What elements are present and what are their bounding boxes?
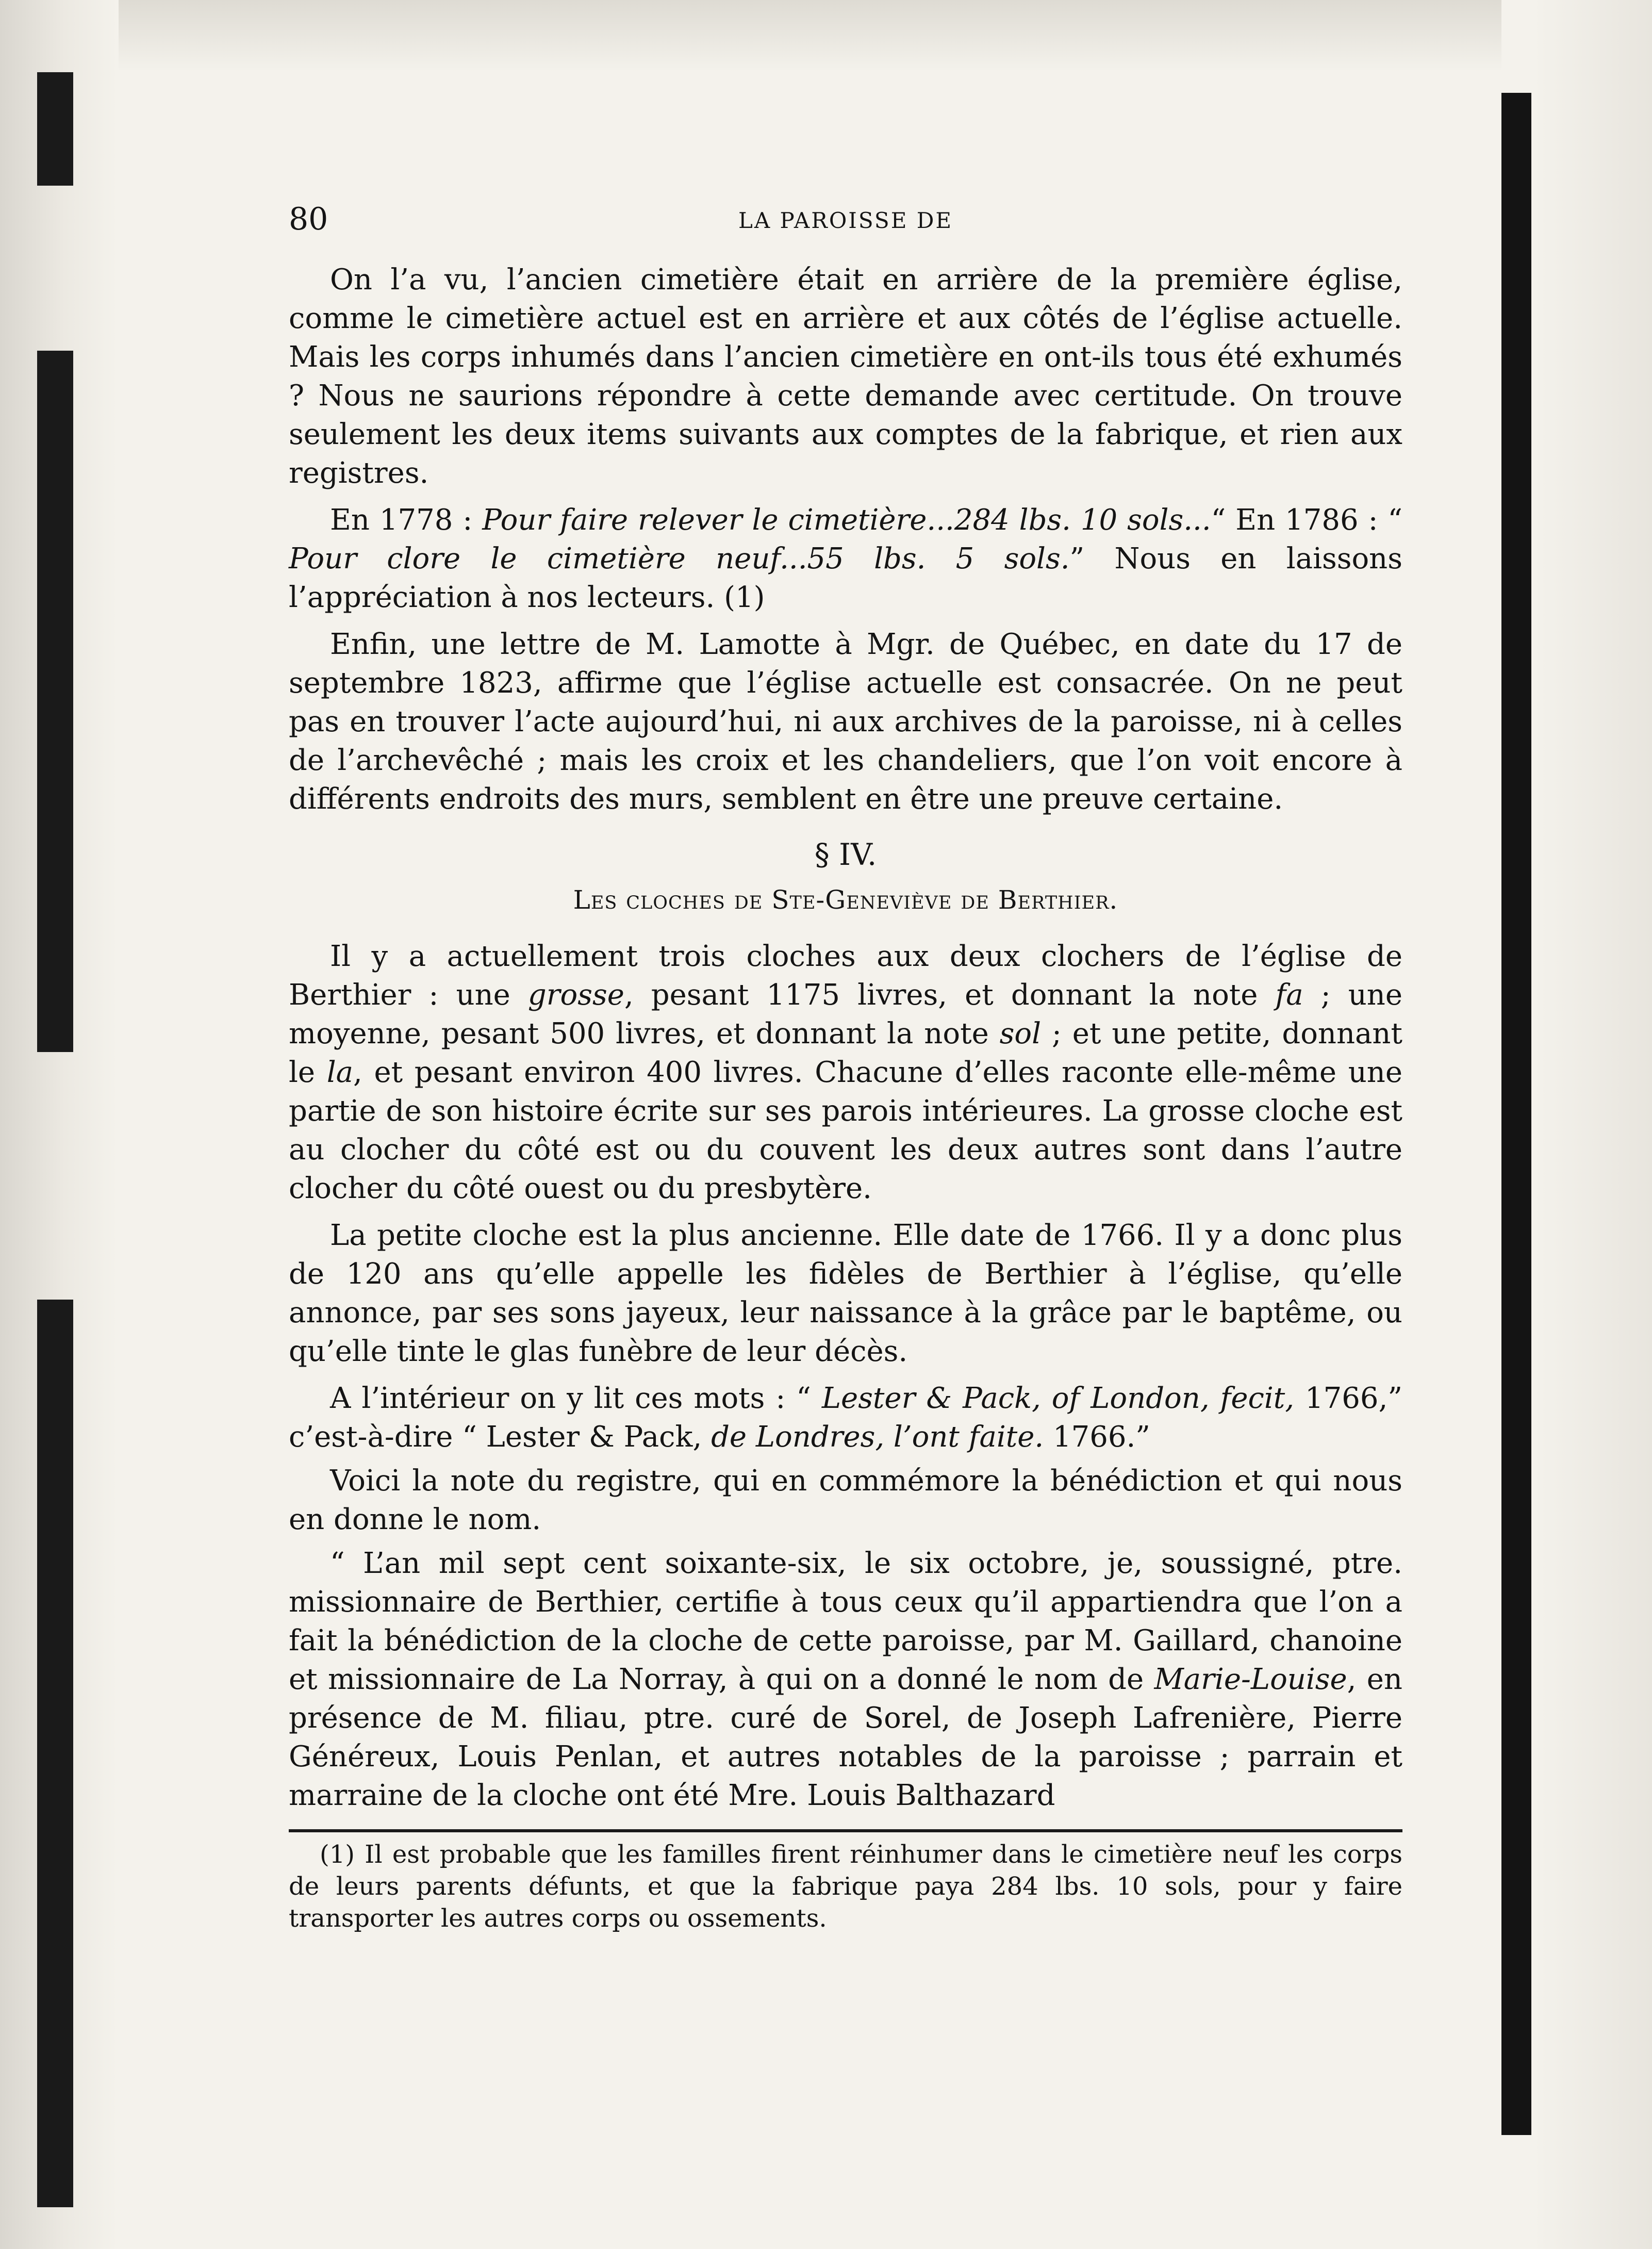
scan-top-margin <box>119 0 1501 72</box>
section-title: Les cloches de Ste-Geneviève de Berthier. <box>573 885 1118 915</box>
paragraph-bells <box>289 937 1402 1208</box>
italic-run: Marie-Louise <box>1154 1663 1347 1696</box>
paragraph-small-bell: La petite cloche est la plus ancienne. Elle date de 1766. Il y a donc plus de 120 ans qu’elle appelle les fidèles de Berthier à l’église, qu’elle annonce, par ses sons jayeux, leur naissance à la grâce par le baptême, ou qu’elle tinte le glas funèbre de leur décès. <box>289 1219 1402 1368</box>
text-run: ; et une petite, donnant le <box>289 1017 1402 1089</box>
scan-right-edge-shadow <box>1501 93 1531 2135</box>
footnote: (1) Il est probable que les familles firent réinhumer dans le cimetière neuf les corps de leurs parents défunts, et que la fabrique paya 284 lbs. 10 sols, pour y faire transporter les autres corps ou ossements. <box>289 1840 1402 1933</box>
text-run: , pesant 1175 livres, et donnant la note <box>624 978 1276 1012</box>
paragraph-register-note: Voici la note du registre, qui en commémore la bénédiction et qui nous en donne le nom. <box>289 1464 1402 1536</box>
text-run: ” Nous en laissons l’appréciation à nos lecteurs. (1) <box>289 542 1402 614</box>
running-head: LA PAROISSE DE <box>738 208 953 233</box>
text-run: En 1778 : <box>330 503 483 537</box>
text-run: , et pesant environ 400 livres. Chacune d’elles raconte elle-même une partie de son histoire écrite sur ses parois intérieures. La grosse cloche est au clocher du côté est ou du couvent les deux autres sont dans l’autre clocher du côté ouest ou du presbytère. <box>289 1056 1402 1205</box>
italic-run: la <box>326 1056 354 1089</box>
footnote-rule <box>289 1829 1402 1832</box>
text-run: Il y a actuellement trois cloches aux deux clochers de l’église de Berthier : une <box>289 940 1402 1012</box>
italic-run: de Londres, l’ont faite. <box>711 1420 1044 1454</box>
italic-run: Pour faire relever le cimetière...284 lbs. 10 sols... <box>482 503 1211 537</box>
italic-run: Lester & Pack, of London, fecit, <box>821 1382 1295 1415</box>
paragraph-inscription <box>289 1379 1402 1456</box>
paragraph-consecration: Enfin, une lettre de M. Lamotte à Mgr. de Québec, en date du 17 de septembre 1823, affirme que l’église actuelle est consacrée. On ne peut pas en trouver l’acte aujourd’hui, ni aux archives de la paroisse, ni à celles de l’archevêché ; mais les croix et les chandeliers, que l’on voit encore à différents endroits des murs, semblent en être une preuve certaine. <box>289 628 1402 816</box>
text-run: “ En 1786 : “ <box>1211 503 1403 537</box>
paragraph-accounts <box>289 501 1402 617</box>
text-run: 1766.” <box>1044 1420 1150 1454</box>
paragraph-register-quote <box>289 1544 1402 1815</box>
italic-run: grosse <box>527 978 624 1012</box>
scan-right-margin <box>1531 0 1652 2249</box>
italic-run: sol <box>999 1017 1042 1050</box>
page-number: 80 <box>289 201 328 237</box>
scan-binding-mark <box>37 1300 73 2207</box>
section-number: § IV. <box>814 837 877 872</box>
text-run: 1766,” c’est-à-dire “ Lester & Pack, <box>289 1382 1402 1454</box>
italic-run: fa <box>1275 978 1303 1012</box>
scan-binding-mark <box>37 72 73 186</box>
scan-binding-mark <box>37 351 73 1052</box>
italic-run: Pour clore le cimetière neuf...55 lbs. 5 sols. <box>289 542 1070 576</box>
text-run: ; une moyenne, pesant 500 livres, et donnant la note <box>289 978 1403 1050</box>
book-page <box>289 199 1402 1934</box>
text-run: “ L’an mil sept cent soixante-six, le six octobre, je, soussigné, ptre. missionnaire de Berthier, certifie à tous ceux qu’il appartiendra que l’on a fait la bénédiction de la cloche de cette paroisse, par M. Gaillard, chanoine et missionnaire de La Norray, à qui on a donné le nom de <box>289 1547 1402 1696</box>
page-header <box>289 199 1402 260</box>
text-run: , en présence de M. filiau, ptre. curé de Sorel, de Joseph Lafrenière, Pierre Généreux, Louis Penlan, et autres notables de la paroisse ; parrain et marraine de la cloche ont été Mre. Louis Balthazard <box>289 1663 1402 1812</box>
text-run: A l’intérieur on y lit ces mots : “ <box>330 1382 822 1415</box>
paragraph-cemetery: On l’a vu, l’ancien cimetière était en arrière de la première église, comme le cimetière actuel est en arrière et aux côtés de l’église actuelle. Mais les corps inhumés dans l’ancien cimetière en ont-ils tous été exhumés ? Nous ne saurions répondre à cette demande avec certitude. On trouve seulement les deux items suivants aux comptes de la fabrique, et rien aux registres. <box>289 263 1402 490</box>
